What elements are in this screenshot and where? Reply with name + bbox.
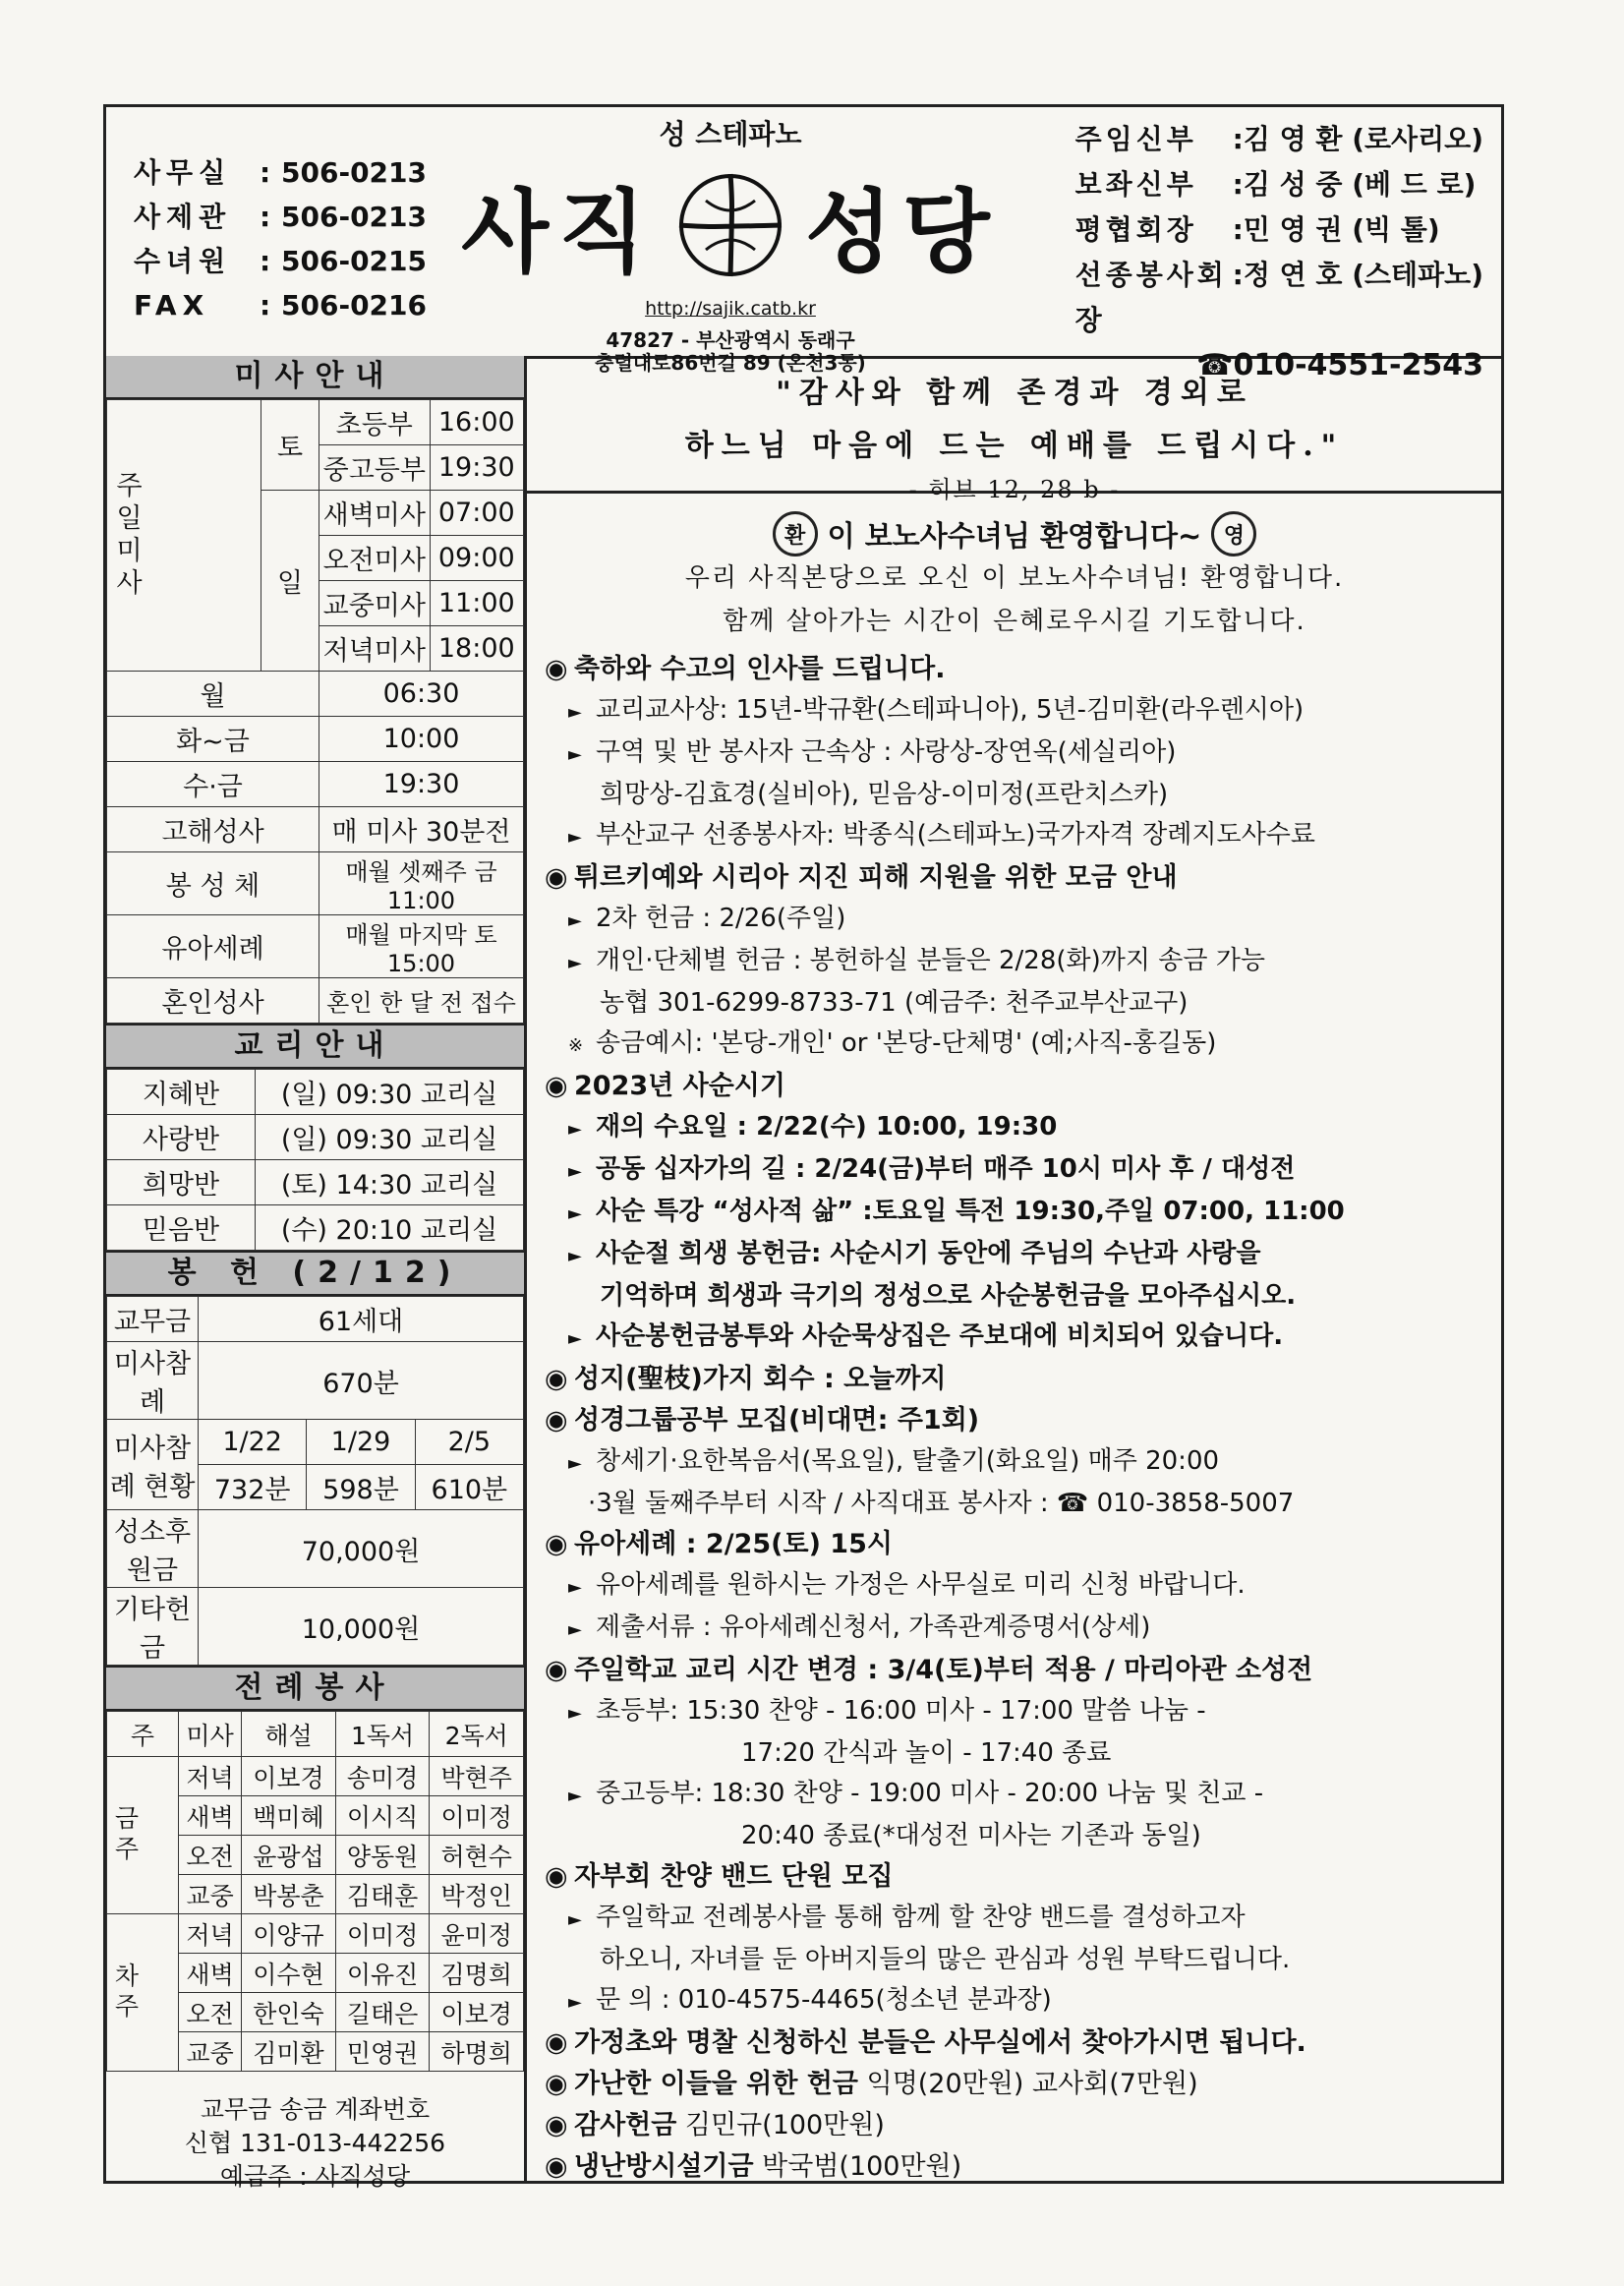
list-item [545, 733, 1502, 775]
contact-phone: ☎010-4551-2543 [1196, 348, 1483, 382]
clergy-colon: : [1232, 123, 1244, 155]
offering-row [107, 1510, 524, 1588]
arrow-bullet-icon: ► [568, 1119, 582, 1140]
liturgy-cell: 이수현 [242, 1954, 336, 1993]
heading-bullet-icon: ◉ [545, 1861, 568, 1892]
contact-number: 506-0213 [281, 156, 427, 189]
church-name [455, 160, 1006, 290]
notice-heading-text: 주일학교 교리 시간 변경 : 3/4(토)부터 적용 / 마리아관 소성전 [574, 1655, 1313, 1685]
schedule-value: 매월 셋째주 금 11:00 [319, 852, 524, 915]
notice-heading-detail: 박국범(100만원) [753, 2151, 962, 2182]
attendance-count: 732분 [199, 1465, 307, 1510]
liturgy-cell: 새벽 [179, 1796, 242, 1836]
list-item [545, 1234, 1502, 1276]
liturgy-header-cell: 해설 [242, 1712, 336, 1757]
address-line-1: 47827 - 부산광역시 동래구 [606, 328, 855, 352]
mass-time: 16:00 [430, 400, 523, 445]
catechism-row [107, 1205, 524, 1251]
clergy-row [1075, 162, 1483, 207]
list-item [545, 899, 1502, 941]
clergy-name: 민 영 권 (빅 톨) [1243, 213, 1440, 246]
heading-bullet-icon: ◉ [545, 1071, 568, 1101]
week-label-text: 금주 [111, 1804, 140, 1866]
welcome-body-2: 함께 살아가는 시간이 은혜로우시길 기도합니다. [723, 607, 1306, 636]
class-time: (일) 09:30 교리실 [256, 1070, 524, 1115]
heading-bullet-icon: ◉ [545, 2151, 568, 2182]
notice-heading-text: 튀르키예와 시리아 지진 피해 지원을 위한 모금 안내 [574, 862, 1178, 893]
liturgy-cell: 교중 [179, 1875, 242, 1914]
liturgy-header-cell: 미사 [179, 1712, 242, 1757]
list-item-text: 구역 및 반 봉사자 근속상 : 사랑상-장연옥(세실리아) [596, 737, 1177, 767]
offering-value: 10,000원 [199, 1588, 524, 1666]
liturgy-cell: 오전 [179, 1993, 242, 2032]
address-line-2: 충렬대로86번길 89 (온천3동) [595, 351, 866, 375]
offering-value: 670분 [199, 1342, 524, 1420]
notice-heading-text: 가정초와 명찰 신청하신 분들은 사무실에서 찾아가시면 됩니다. [574, 2027, 1306, 2058]
liturgy-cell: 민영권 [335, 2032, 430, 2072]
table-row [107, 1914, 524, 1954]
contact-number: 506-0216 [281, 289, 427, 322]
catechism-row [107, 1115, 524, 1160]
attendance-status-label: 미사참례 현황 [107, 1420, 199, 1510]
saturday-label: 토 [261, 400, 319, 491]
mass-row [107, 400, 524, 445]
notice-heading [545, 2064, 1502, 2105]
scripture-quote [527, 356, 1502, 503]
list-item: 희망상-김효경(실비아), 믿음상-이미정(프란치스카) [600, 780, 1169, 809]
schedule-value: 매월 마지막 토 15:00 [319, 915, 524, 978]
mass-name: 중고등부 [319, 445, 431, 491]
notice-heading [545, 1400, 1502, 1441]
liturgy-cell: 박정인 [430, 1875, 524, 1914]
arrow-bullet-icon: ► [568, 1161, 582, 1182]
contact-label: 수녀원 [134, 245, 232, 277]
clergy-role: 평협회장 [1074, 213, 1197, 246]
list-item [545, 815, 1502, 857]
class-time: (일) 09:30 교리실 [256, 1115, 524, 1160]
schedule-value: 06:30 [319, 672, 524, 717]
mass-row [107, 852, 524, 915]
account-line-1: 교무금 송금 계좌번호 [200, 2095, 431, 2124]
liturgy-cell: 저녁 [179, 1914, 242, 1954]
mass-time: 19:30 [430, 445, 523, 491]
schedule-label: 유아세례 [107, 915, 319, 978]
liturgy-table [106, 1711, 524, 2072]
list-item-text: 사순 특강 “성사적 삶” :토요일 특전 19:30,주일 07:00, 11:00 [596, 1197, 1345, 1226]
contact-label: 사무실 [134, 156, 232, 189]
offering-label: 미사참례 [107, 1342, 199, 1420]
liturgy-cell: 길태은 [335, 1993, 430, 2032]
schedule-value: 19:30 [319, 762, 524, 807]
list-item [545, 1192, 1502, 1234]
list-item [545, 690, 1502, 733]
liturgy-cell: 교중 [179, 2032, 242, 2072]
notice-heading-text: 성경그룹공부 모집(비대면: 주1회) [574, 1405, 980, 1436]
arrow-bullet-icon: ► [568, 910, 582, 931]
notice-heading-text: 자부회 찬양 밴드 단원 모집 [574, 1861, 894, 1892]
notice-heading [545, 2022, 1502, 2064]
catechism-row [107, 1160, 524, 1205]
schedule-label: 화~금 [107, 717, 319, 762]
list-item-text: 중고등부: 18:30 찬양 - 19:00 미사 - 20:00 나눔 및 친교 - [596, 1779, 1264, 1808]
mass-row [107, 915, 524, 978]
offering-value: 70,000원 [199, 1510, 524, 1588]
cross-logo-icon [671, 166, 789, 284]
schedule-label: 월 [107, 672, 319, 717]
table-row [107, 1757, 524, 1796]
schedule-value: 매 미사 30분전 [319, 807, 524, 852]
heading-bullet-icon: ◉ [545, 1364, 568, 1394]
list-item-text: 공동 십자가의 길 : 2/24(금)부터 매주 10시 미사 후 / 대성전 [596, 1154, 1296, 1184]
mass-schedule-table [106, 399, 524, 1024]
heading-bullet-icon: ◉ [545, 654, 568, 684]
clergy-list [1075, 117, 1483, 388]
clergy-colon: : [1232, 168, 1244, 201]
list-item [545, 1565, 1502, 1608]
list-item [545, 1149, 1502, 1192]
liturgy-cell: 저녁 [179, 1757, 242, 1796]
list-item-text: 재의 수요일 : 2/22(수) 10:00, 19:30 [596, 1112, 1058, 1142]
class-name: 희망반 [107, 1160, 256, 1205]
heading-bullet-icon: ◉ [545, 2110, 568, 2140]
notice-heading-text: 축하와 수고의 인사를 드립니다. [574, 654, 946, 684]
mass-name: 오전미사 [319, 536, 431, 581]
clergy-name: 김 영 환 (로사리오) [1243, 123, 1483, 155]
liturgy-cell: 윤광섭 [242, 1836, 336, 1875]
liturgy-cell: 이미정 [335, 1914, 430, 1954]
offering-label: 성소후원금 [107, 1510, 199, 1588]
welcome-badge-icon: 환 [773, 511, 818, 557]
notice-heading [545, 1066, 1502, 1107]
list-item [545, 1691, 1502, 1733]
list-item-text: 송금예시: '본당-개인' or '본당-단체명' (예;사직-홍길동) [596, 1028, 1217, 1058]
class-time: (토) 14:30 교리실 [256, 1160, 524, 1205]
attendance-count: 598분 [307, 1465, 415, 1510]
clergy-row [1075, 253, 1483, 343]
account-line-2: 신협 131-013-442256 [184, 2129, 446, 2157]
mass-schedule-heading: 미사안내 [106, 356, 524, 399]
class-time: (수) 20:10 교리실 [256, 1205, 524, 1251]
week-label [107, 1914, 179, 2072]
notice-list [527, 649, 1502, 2188]
list-item-text: 2차 헌금 : 2/26(주일) [596, 904, 846, 933]
liturgy-cell: 윤미정 [430, 1914, 524, 1954]
list-item-text: 부산교구 선종봉사자: 박종식(스테파노)국가자격 장례지도사수료 [596, 820, 1315, 850]
clergy-colon: : [1232, 259, 1244, 291]
liturgy-cell: 박봉춘 [242, 1875, 336, 1914]
notice-heading [545, 2105, 1502, 2146]
notice-heading [545, 1650, 1502, 1691]
mass-name: 초등부 [319, 400, 431, 445]
attendance-date: 2/5 [415, 1420, 523, 1465]
mass-row [107, 978, 524, 1024]
notice-heading [545, 1359, 1502, 1400]
arrow-bullet-icon: ► [568, 1703, 582, 1724]
quote-line-1: "감사와 함께 존경과 경외로 [776, 376, 1253, 410]
account-line-3: 예금주 : 사직성당 [219, 2162, 411, 2191]
list-item: ·3월 둘째주부터 시작 / 사직대표 봉사자 : ☎ 010-3858-5007 [588, 1489, 1295, 1518]
liturgy-cell: 이보경 [430, 1993, 524, 2032]
welcome-title: 이 보노사수녀님 환영합니다~ [827, 518, 1202, 553]
week-label [107, 1757, 179, 1914]
offering-label: 기타헌금 [107, 1588, 199, 1666]
liturgy-cell: 이보경 [242, 1757, 336, 1796]
mass-name: 저녁미사 [319, 626, 431, 672]
quote-line-2: 하느님 마음에 드는 예배를 드립시다." [684, 429, 1345, 463]
offering-table [106, 1296, 524, 1666]
liturgy-cell: 이양규 [242, 1914, 336, 1954]
liturgy-cell: 오전 [179, 1836, 242, 1875]
offering-row [107, 1420, 524, 1465]
notice-heading [545, 649, 1502, 690]
list-item-text: 유아세례를 원하시는 가정은 사무실로 미리 신청 바랍니다. [596, 1570, 1246, 1600]
list-item: 농협 301-6299-8733-71 (예금주: 천주교부산교구) [600, 988, 1189, 1018]
bulletin-sheet [103, 104, 1504, 2191]
contact-row [134, 195, 427, 239]
arrow-bullet-icon: ► [568, 744, 582, 765]
schedule-label: 봉 성 체 [107, 852, 319, 915]
clergy-name: 김 성 중 (베 드 로) [1243, 168, 1477, 201]
liturgy-cell: 박현주 [430, 1757, 524, 1796]
list-item [545, 1317, 1502, 1359]
notice-heading-text: 유아세례 : 2/25(토) 15시 [574, 1529, 893, 1559]
notice-heading [545, 1524, 1502, 1565]
arrow-bullet-icon: ► [568, 1203, 582, 1224]
schedule-value: 10:00 [319, 717, 524, 762]
heading-bullet-icon: ◉ [545, 2027, 568, 2058]
arrow-bullet-icon: ► [568, 702, 582, 723]
liturgy-header-row [107, 1712, 524, 1757]
left-column [106, 356, 527, 2191]
mass-row [107, 762, 524, 807]
list-item-text: 창세기·요한복음서(목요일), 탈출기(화요일) 매주 20:00 [596, 1446, 1220, 1476]
list-item-text: 문 의 : 010-4575-4465(청소년 분과장) [596, 1985, 1052, 2015]
list-item: 17:20 간식과 놀이 - 17:40 종료 [741, 1738, 1112, 1768]
notice-heading-text: 2023년 사순시기 [574, 1071, 785, 1101]
arrow-bullet-icon: ► [568, 1909, 582, 1930]
office-contacts [134, 150, 427, 327]
list-item [545, 941, 1502, 983]
liturgy-cell: 백미혜 [242, 1796, 336, 1836]
list-item [545, 1980, 1502, 2022]
schedule-label: 혼인성사 [107, 978, 319, 1024]
class-name: 지혜반 [107, 1070, 256, 1115]
church-subtitle: 성 스테파노 [659, 118, 802, 150]
list-item-text: 사순봉헌금봉투와 사순묵상집은 주보대에 비치되어 있습니다. [596, 1321, 1284, 1351]
website-link[interactable]: http://sajik.catb.kr [645, 298, 816, 320]
clergy-row [1075, 207, 1483, 253]
arrow-bullet-icon: ► [568, 1786, 582, 1806]
mass-row [107, 717, 524, 762]
arrow-bullet-icon: ► [568, 1619, 582, 1640]
liturgy-cell: 김미환 [242, 2032, 336, 2072]
right-column [527, 356, 1502, 2184]
mass-time: 18:00 [430, 626, 523, 672]
contact-colon: : [260, 245, 271, 277]
liturgy-cell: 허현수 [430, 1836, 524, 1875]
schedule-label: 고해성사 [107, 807, 319, 852]
mass-row [107, 807, 524, 852]
list-item: 하오니, 자녀를 둔 아버지들의 많은 관심과 성원 부탁드립니다. [600, 1945, 1291, 1974]
liturgy-cell: 한인숙 [242, 1993, 336, 2032]
liturgy-cell: 이시직 [335, 1796, 430, 1836]
clergy-role: 보좌신부 [1074, 168, 1197, 201]
mass-name: 교중미사 [319, 581, 431, 626]
contact-row [134, 150, 427, 195]
contact-colon: : [260, 201, 271, 233]
welcome-section [527, 511, 1502, 643]
liturgy-cell: 새벽 [179, 1954, 242, 1993]
liturgy-cell: 김태훈 [335, 1875, 430, 1914]
attendance-date: 1/22 [199, 1420, 307, 1465]
note-mark-icon: ※ [568, 1035, 584, 1056]
church-name-part2: 성당 [805, 179, 1000, 285]
quote-reference: - 히브 12, 28 b - [908, 476, 1121, 503]
offering-label: 교무금 [107, 1297, 199, 1342]
catechism-row [107, 1070, 524, 1115]
contact-number: 506-0213 [281, 201, 427, 233]
arrow-bullet-icon: ► [568, 827, 582, 848]
class-name: 사랑반 [107, 1115, 256, 1160]
arrow-bullet-icon: ► [568, 1577, 582, 1598]
heading-bullet-icon: ◉ [545, 862, 568, 893]
notice-heading-text: 가난한 이들을 위한 헌금 [574, 2069, 859, 2099]
schedule-label: 수·금 [107, 762, 319, 807]
heading-bullet-icon: ◉ [545, 2069, 568, 2099]
mass-time: 07:00 [430, 491, 523, 536]
notice-heading-detail: 김민규(100만원) [676, 2110, 885, 2140]
mass-time: 09:00 [430, 536, 523, 581]
contact-number: 506-0215 [281, 245, 427, 277]
notice-heading-text: 냉난방시설기금 [574, 2151, 754, 2182]
list-item: 기억하며 희생과 극기의 정성으로 사순봉헌금을 모아주십시오. [600, 1281, 1297, 1311]
contact-colon: : [260, 156, 271, 189]
church-title-block [455, 107, 1006, 375]
clergy-name: 정 연 호 (스테파노) [1243, 259, 1483, 291]
sunday-label: 일 [261, 491, 319, 672]
contact-label: FAX [134, 289, 210, 322]
welcome-body-1: 우리 사직본당으로 오신 이 보노사수녀님! 환영합니다. [684, 563, 1345, 593]
week-label-text: 차주 [111, 1962, 140, 2023]
list-item-text: 초등부: 15:30 찬양 - 16:00 미사 - 17:00 말씀 나눔 - [596, 1696, 1206, 1726]
attendance-date: 1/29 [307, 1420, 415, 1465]
mass-time: 11:00 [430, 581, 523, 626]
contact-row [134, 239, 427, 283]
clergy-role: 주임신부 [1074, 123, 1197, 155]
list-item [545, 1024, 1502, 1066]
offering-row [107, 1342, 524, 1420]
catechism-table [106, 1069, 524, 1251]
heading-bullet-icon: ◉ [545, 1655, 568, 1685]
notice-heading [545, 857, 1502, 899]
liturgy-header-cell: 2독서 [430, 1712, 524, 1757]
mass-name: 새벽미사 [319, 491, 431, 536]
contact-row [134, 283, 427, 327]
notice-heading [545, 1856, 1502, 1898]
liturgy-cell: 하명희 [430, 2032, 524, 2072]
liturgy-cell: 송미경 [335, 1757, 430, 1796]
notice-heading [545, 2146, 1502, 2188]
offering-value: 61세대 [199, 1297, 524, 1342]
account-info [106, 2072, 524, 2194]
offering-row [107, 1588, 524, 1666]
mass-row [107, 672, 524, 717]
schedule-value: 혼인 한 달 전 접수 [319, 978, 524, 1024]
sunday-mass-label [107, 400, 261, 672]
arrow-bullet-icon: ► [568, 953, 582, 973]
heading-bullet-icon: ◉ [545, 1529, 568, 1559]
church-name-part1: 사직 [461, 179, 656, 285]
notice-heading-detail: 익명(20만원) 교사회(7만원) [858, 2069, 1198, 2099]
clergy-colon: : [1232, 213, 1244, 246]
liturgy-header-cell: 주 [107, 1712, 179, 1757]
arrow-bullet-icon: ► [568, 1246, 582, 1266]
list-item [545, 1774, 1502, 1816]
heading-bullet-icon: ◉ [545, 1405, 568, 1436]
offering-row [107, 1297, 524, 1342]
welcome-badge-icon-2: 영 [1211, 511, 1256, 557]
liturgy-cell: 이미정 [430, 1796, 524, 1836]
list-item [545, 1898, 1502, 1940]
liturgy-cell: 이유진 [335, 1954, 430, 1993]
notice-heading-text: 성지(聖枝)가지 회수 : 오늘까지 [574, 1364, 947, 1394]
arrow-bullet-icon: ► [568, 1992, 582, 2013]
list-item: 20:40 종료(*대성전 미사는 기존과 동일) [741, 1821, 1201, 1850]
welcome-title-row [527, 511, 1502, 557]
attendance-count: 610분 [415, 1465, 523, 1510]
list-item-text: 교리교사상: 15년-박규환(스테파니아), 5년-김미환(라우렌시아) [596, 695, 1305, 725]
liturgy-cell: 김명희 [430, 1954, 524, 1993]
list-item-text: 사순절 희생 봉헌금: 사순시기 동안에 주님의 수난과 사랑을 [596, 1239, 1261, 1268]
notice-heading-text: 감사헌금 [574, 2110, 677, 2140]
class-name: 믿음반 [107, 1205, 256, 1251]
contact-label: 사제관 [134, 201, 232, 233]
list-item-text: 제출서류 : 유아세례신청서, 가족관계증명서(상세) [596, 1612, 1151, 1642]
contact-colon: : [260, 289, 271, 322]
clergy-row [1075, 117, 1483, 162]
list-item [545, 1441, 1502, 1484]
liturgy-heading: 전례봉사 [106, 1666, 524, 1711]
catechism-heading: 교리안내 [106, 1024, 524, 1069]
offering-heading: 봉 헌 (2/12) [106, 1251, 524, 1296]
arrow-bullet-icon: ► [568, 1328, 582, 1349]
liturgy-header-cell: 1독서 [335, 1712, 430, 1757]
list-item [545, 1608, 1502, 1650]
list-item-text: 개인·단체별 헌금 : 봉헌하실 분들은 2/28(화)까지 송금 가능 [596, 946, 1265, 975]
liturgy-cell: 양동원 [335, 1836, 430, 1875]
arrow-bullet-icon: ► [568, 1453, 582, 1474]
list-item-text: 주일학교 전례봉사를 통해 함께 할 찬양 밴드를 결성하고자 [596, 1903, 1246, 1932]
sunday-mass-label-text: 주일미사 [111, 470, 142, 601]
clergy-role: 선종봉사회장 [1074, 259, 1228, 336]
list-item [545, 1107, 1502, 1149]
